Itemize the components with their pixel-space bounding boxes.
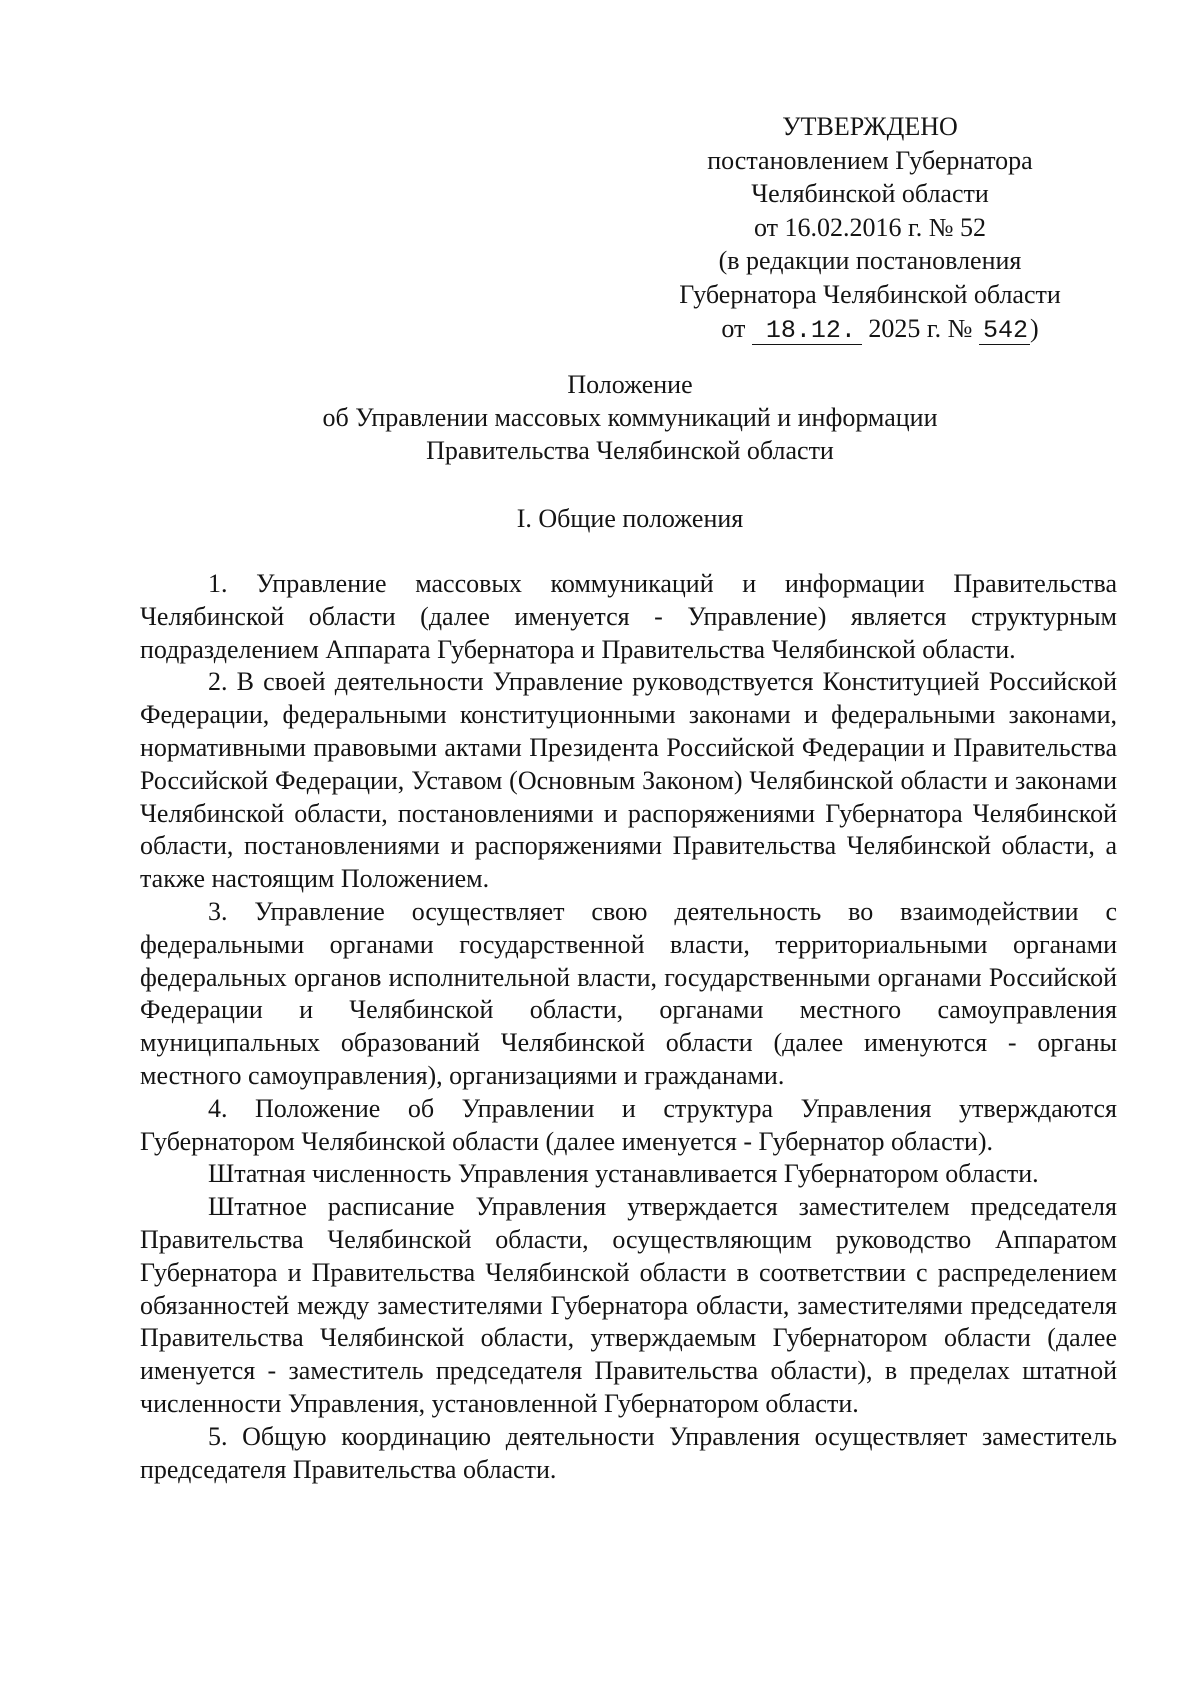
amendment-date-line (650, 312, 1090, 346)
paragraph: Штатная численность Управления устанавливается Губернатором области. (208, 1159, 1039, 1189)
approval-line: Губернатора Челябинской области (679, 279, 1061, 309)
year-text: 2025 г. № (868, 313, 973, 343)
document-title (150, 368, 1110, 467)
paragraph: 4. Положение об Управлении и структура Управления утверждаются Губернатором Челябинской области (далее именуется - Губернатор области). (140, 1093, 1117, 1156)
paragraph: Штатное расписание Управления утверждается заместителем председателя Правительства Челябинской области, осуществляющим руководство Аппаратом Губернатора и Правительства Челябинской области в соответствии с распределением обязанностей между заместителями Губернатора области, заместителями председателя Правительства Челябинской области, утверждаемым Губернатором области (далее именуется - заместитель председателя Правительства области), в пределах штатной численности Управления, установленной Губернатором области. (140, 1192, 1117, 1418)
approval-heading: УТВЕРЖДЕНО (782, 112, 958, 141)
document-body (140, 568, 1117, 1486)
paragraph: 3. Управление осуществляет свою деятельность во взаимодействии с федеральными органами государственной власти, территориальными органами федеральных органов исполнительной власти, государственными органами Российской Федерации и Челябинской области, органами местного самоуправления муниципальных образований Челябинской области (далее именуются - органы местного самоуправления), организациями и гражданами. (140, 896, 1117, 1090)
approval-line: (в редакции постановления (718, 246, 1022, 276)
title-line: Положение (567, 370, 693, 399)
approval-line: от 16.02.2016 г. № 52 (753, 212, 987, 242)
amendment-number-field: 542 (979, 318, 1030, 345)
closing-bracket: ) (1029, 313, 1039, 343)
approval-line: Челябинской области (751, 179, 989, 209)
paragraph: 1. Управление массовых коммуникаций и информации Правительства Челябинской области (далее именуется - Управление) является структурным подразделением Аппарата Губернатора и Правительства Челябинской области. (140, 569, 1117, 664)
amendment-date-field: 18.12. (752, 318, 862, 345)
date-prefix: от (721, 313, 746, 343)
paragraph: 2. В своей деятельности Управление руководствуется Конституцией Российской Федерации, федеральными конституционными законами и федеральными законами, нормативными правовыми актами Президента Российской Федерации и Правительства Российской Федерации, Уставом (Основным Законом) Челябинской области и законами Челябинской области, постановлениями и распоряжениями Губернатора Челябинской области, постановлениями и распоряжениями Правительства Челябинской области, а также настоящим Положением. (140, 667, 1117, 894)
title-line: Правительства Челябинской области (426, 436, 834, 465)
approval-stamp-block (650, 110, 1090, 345)
approval-line: постановлением Губернатора (707, 145, 1033, 175)
section-heading: I. Общие положения (516, 504, 744, 533)
paragraph: 5. Общую координацию деятельности Управления осуществляет заместитель председателя Правительства области. (140, 1421, 1117, 1484)
title-line: об Управлении массовых коммуникаций и информации (322, 403, 938, 432)
